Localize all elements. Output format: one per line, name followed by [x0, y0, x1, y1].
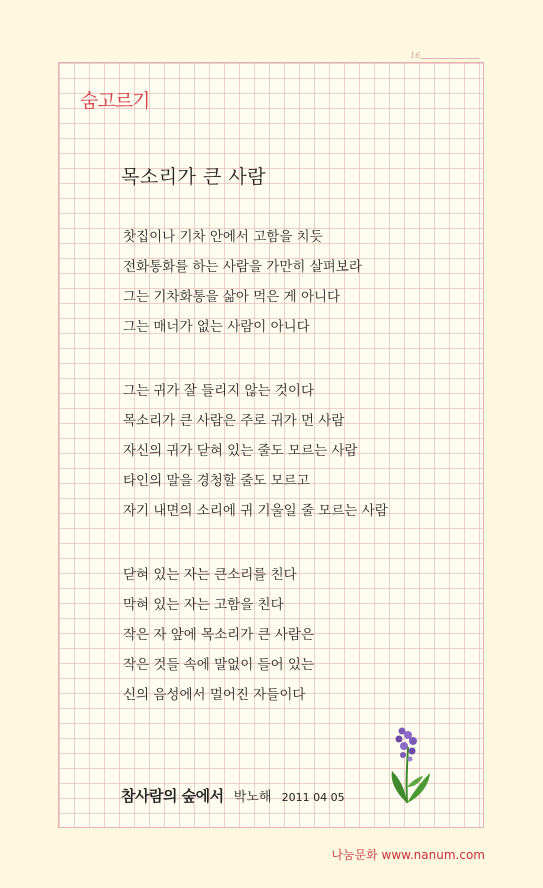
poem-line: 타인의 말을 경청할 줄도 모르고	[123, 473, 310, 489]
poem-line: 신의 음성에서 멀어진 자들이다	[123, 687, 306, 703]
flower-petal	[396, 736, 403, 743]
author-name: 박노해	[233, 790, 272, 805]
page-number-underline	[420, 58, 480, 59]
book-title: 참사람의 숲에서	[121, 787, 224, 805]
poem-line: 그는 귀가 잘 들리지 않는 것이다	[123, 383, 314, 399]
poem-title: 목소리가 큰 사람	[121, 166, 267, 188]
brand-title: 숨고르기	[80, 90, 150, 112]
poem-line: 자기 내면의 소리에 귀 기울일 줄 모르는 사람	[123, 503, 388, 519]
flower-petal	[409, 737, 417, 745]
poem-line: 그는 기차화통을 삶아 먹은 게 아니다	[123, 289, 341, 305]
poem-line: 그는 매너가 없는 사람이 아니다	[123, 319, 310, 335]
wildflower-illustration	[382, 727, 434, 805]
publisher-link[interactable]: 나눔문화 www.nanum.com	[331, 848, 485, 862]
date: 2011 04 05	[281, 791, 345, 804]
flower-stem	[407, 747, 408, 803]
signature-line	[121, 785, 345, 806]
flower-petal	[400, 752, 406, 758]
poem-line: 찻집이나 기차 안에서 고함을 치듯	[123, 229, 323, 245]
poem-line: 작은 자 앞에 목소리가 큰 사람은	[123, 627, 314, 643]
stanza-break	[123, 346, 388, 376]
poem-body	[123, 222, 388, 710]
flower-petal	[400, 742, 408, 750]
flower-leaf-left	[392, 771, 407, 803]
flower-bud	[408, 757, 413, 762]
poem-line: 전화통화를 하는 사람을 가만히 살펴보라	[123, 259, 362, 275]
poem-line: 막혀 있는 자는 고함을 친다	[123, 597, 284, 613]
poem-line: 목소리가 큰 사람은 주로 귀가 먼 사람	[123, 413, 345, 429]
poem-line: 작은 것들 속에 말없이 들어 있는	[123, 657, 314, 673]
poem-line: 자신의 귀가 닫혀 있는 줄도 모르는 사람	[123, 443, 358, 459]
page-number: 16	[410, 51, 421, 60]
stanza-break	[123, 530, 388, 560]
flower-petal	[409, 748, 416, 755]
flower-leaf-right	[407, 773, 430, 803]
poem-line: 닫혀 있는 자는 큰소리를 친다	[123, 567, 297, 583]
